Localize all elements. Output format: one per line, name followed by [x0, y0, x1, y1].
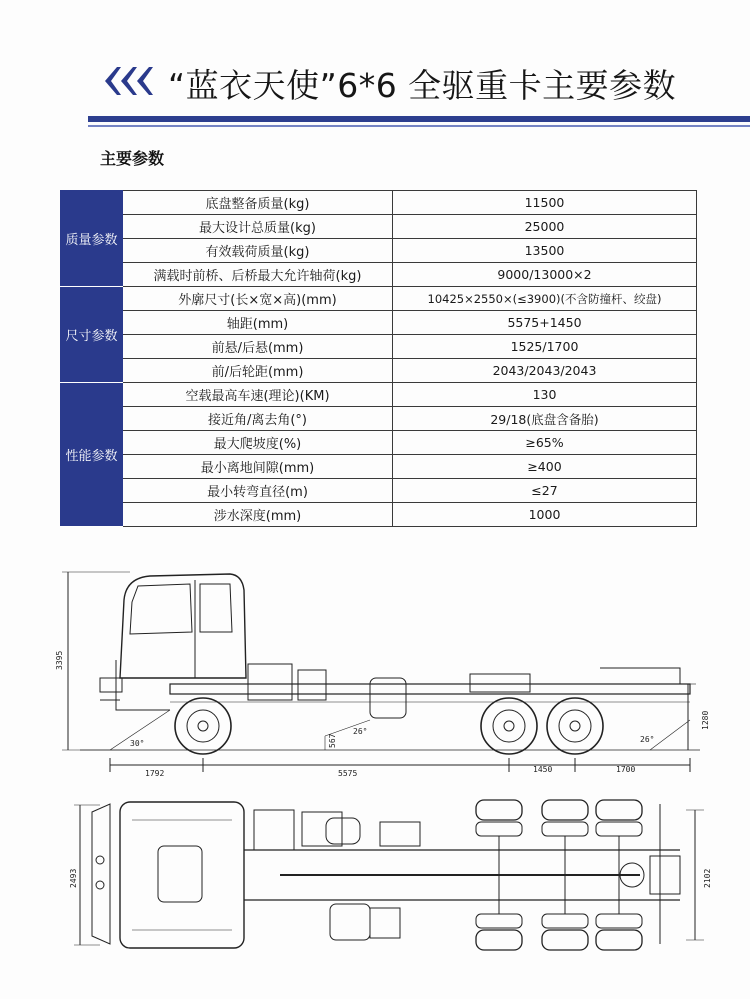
param-value: ≥400 [393, 455, 697, 479]
param-value: 10425×2550×(≤3900)(不含防撞杆、绞盘) [393, 287, 697, 311]
param-label: 涉水深度(mm) [123, 503, 393, 527]
param-value: 29/18(底盘含备胎) [393, 407, 697, 431]
param-value: 5575+1450 [393, 311, 697, 335]
truck-technical-drawing [40, 560, 750, 995]
table-row [61, 239, 697, 263]
dim-front-track: 2493 [69, 868, 78, 888]
spec-table [60, 190, 697, 527]
table-row [61, 191, 697, 215]
table-row [61, 359, 697, 383]
table-row [61, 311, 697, 335]
param-value: 1000 [393, 503, 697, 527]
param-value: 1525/1700 [393, 335, 697, 359]
table-row [61, 215, 697, 239]
page-title: “蓝衣天使”6*6 全驱重卡主要参数 [168, 66, 677, 105]
param-label: 底盘整备质量(kg) [123, 191, 393, 215]
dim-mid-angle: 26° [353, 727, 368, 736]
table-row [61, 407, 697, 431]
dim-rear-overhang: 1700 [616, 765, 636, 774]
param-label: 空载最高车速(理论)(KM) [123, 383, 393, 407]
chevrons-icon [103, 66, 155, 96]
param-value: 11500 [393, 191, 697, 215]
table-row [61, 287, 697, 311]
table-row [61, 431, 697, 455]
param-label: 前/后轮距(mm) [123, 359, 393, 383]
param-value: 13500 [393, 239, 697, 263]
section-title: 主要参数 [100, 149, 165, 168]
dim-rear-track: 2102 [703, 868, 712, 888]
dim-departure-angle: 26° [640, 735, 655, 744]
table-row [61, 503, 697, 527]
dim-clearance: 567 [328, 733, 337, 748]
param-value: 2043/2043/2043 [393, 359, 697, 383]
table-row [61, 335, 697, 359]
header-rule [88, 116, 750, 122]
param-label: 满载时前桥、后桥最大允许轴荷(kg) [123, 263, 393, 287]
param-label: 有效载荷质量(kg) [123, 239, 393, 263]
param-label: 轴距(mm) [123, 311, 393, 335]
param-value: 9000/13000×2 [393, 263, 697, 287]
param-label: 最大设计总质量(kg) [123, 215, 393, 239]
category-mass: 质量参数 [61, 191, 123, 287]
category-size: 尺寸参数 [61, 287, 123, 383]
param-label: 最小离地间隙(mm) [123, 455, 393, 479]
param-value: 130 [393, 383, 697, 407]
param-value: 25000 [393, 215, 697, 239]
table-row [61, 383, 697, 407]
param-label: 外廓尺寸(长×宽×高)(mm) [123, 287, 393, 311]
param-value: ≤27 [393, 479, 697, 503]
param-label: 最小转弯直径(m) [123, 479, 393, 503]
dim-wheelbase-rear: 1450 [533, 765, 553, 774]
page-header [0, 0, 750, 130]
param-value: ≥65% [393, 431, 697, 455]
table-row [61, 263, 697, 287]
param-label: 最大爬坡度(%) [123, 431, 393, 455]
side-view [62, 572, 700, 772]
dim-wheelbase-front: 5575 [338, 769, 358, 778]
dim-frame-height: 1280 [701, 710, 710, 730]
table-row [61, 479, 697, 503]
header-rule-thin [88, 125, 750, 127]
param-label: 前悬/后悬(mm) [123, 335, 393, 359]
top-view [74, 800, 704, 950]
dim-overall-height: 3395 [55, 650, 64, 670]
category-performance: 性能参数 [61, 383, 123, 527]
param-label: 接近角/离去角(°) [123, 407, 393, 431]
dim-front-overhang: 1792 [145, 769, 165, 778]
table-row [61, 455, 697, 479]
dim-approach-angle: 30° [130, 739, 145, 748]
